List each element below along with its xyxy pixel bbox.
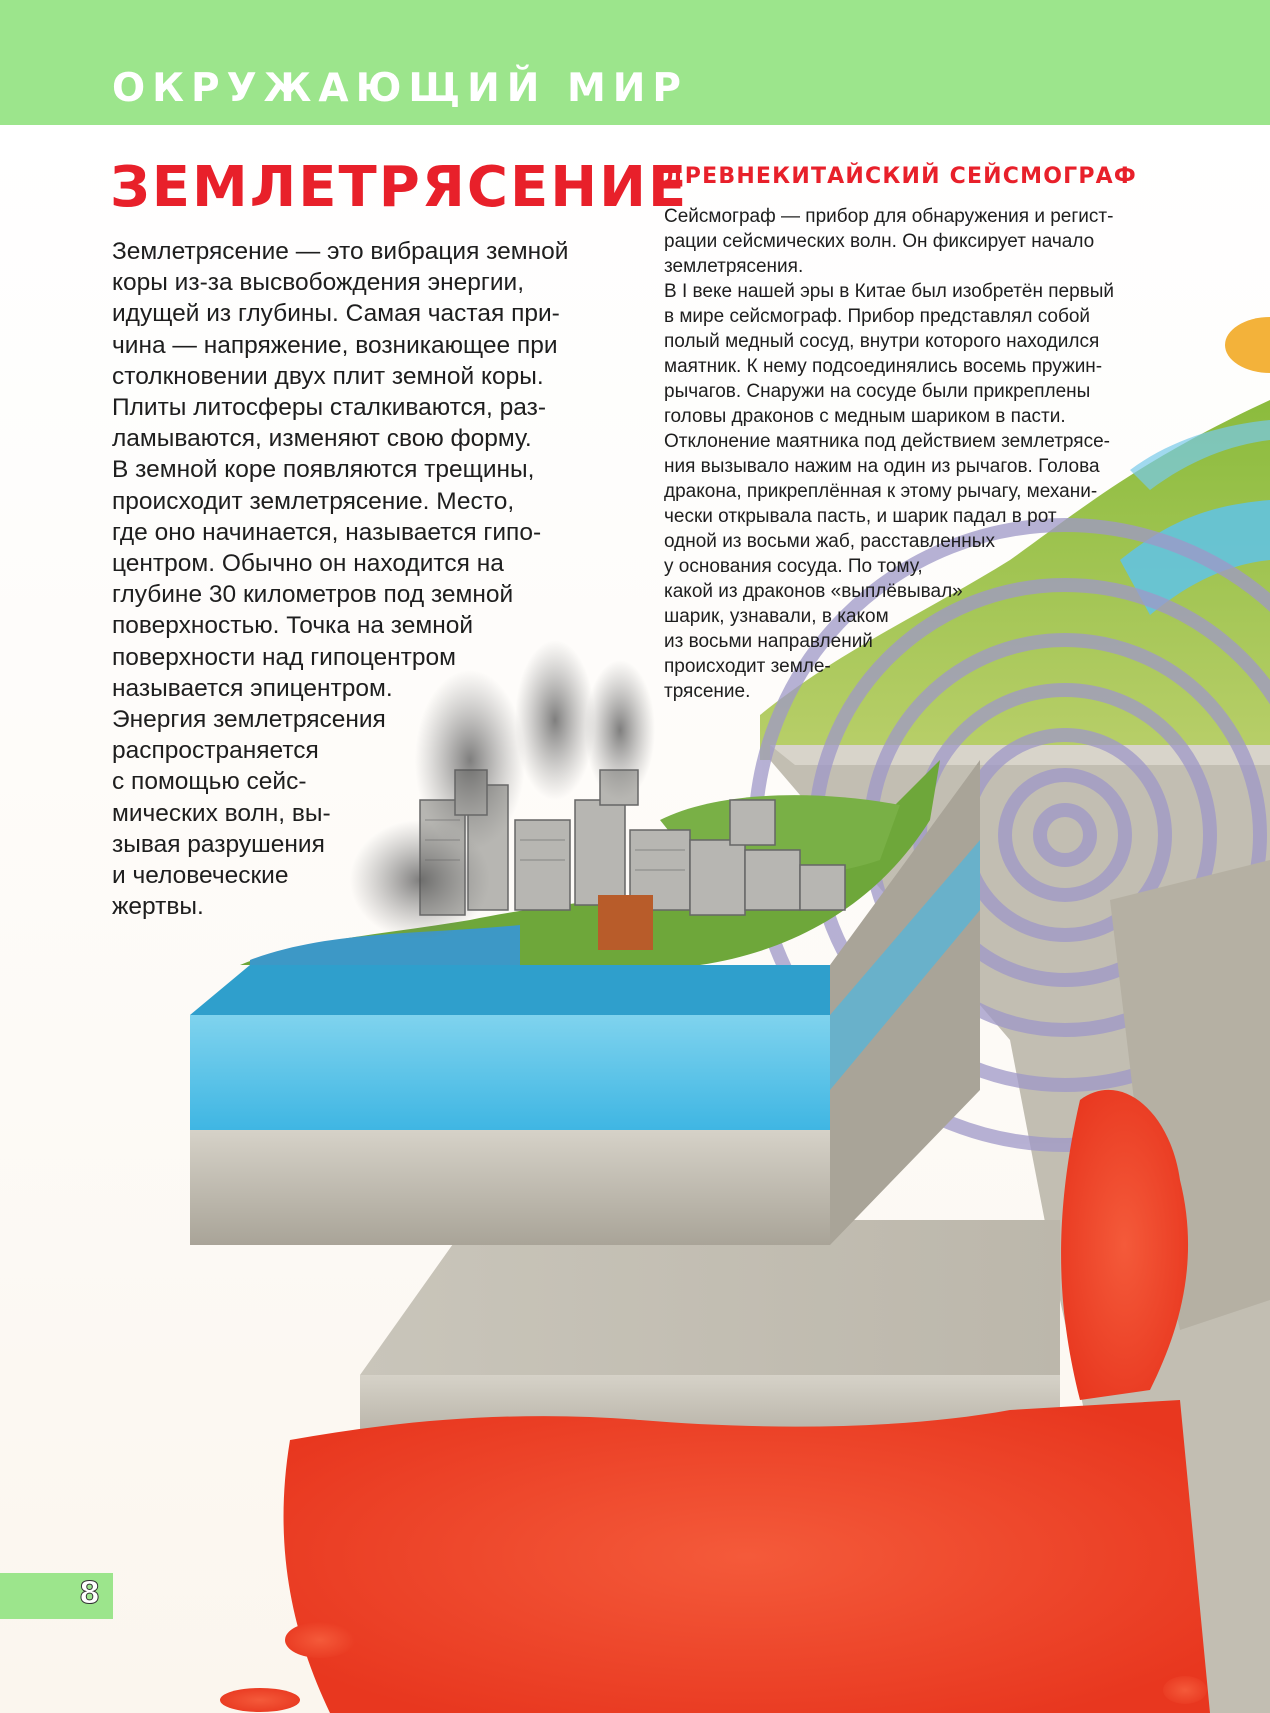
sidebar-line: из восьми направлений bbox=[664, 631, 873, 652]
sidebar-line: рычагов. Снаружи на сосуде были прикреплены bbox=[664, 381, 1091, 402]
sidebar-line: В I веке нашей эры в Китае был изобретён первый bbox=[664, 281, 1115, 302]
article-line: глубине 30 километров под земной bbox=[112, 581, 514, 609]
sidebar-line: полый медный сосуд, внутри которого находился bbox=[664, 331, 1100, 352]
sidebar-line: у основания сосуда. По тому, bbox=[664, 556, 923, 577]
sidebar-line: происходит земле- bbox=[664, 656, 831, 677]
sidebar-line: Отклонение маятника под действием землетрясе- bbox=[664, 431, 1110, 452]
article-line: с помощью сейс- bbox=[112, 768, 307, 796]
article-line: и человеческие bbox=[112, 862, 289, 890]
article-line: идущей из глубины. Самая частая при- bbox=[112, 300, 560, 328]
article-line: Плиты литосферы сталкиваются, раз- bbox=[112, 394, 547, 422]
sidebar-line: ния вызывало нажим на один из рычагов. Голова bbox=[664, 456, 1100, 477]
article-line: чина — напряжение, возникающее при bbox=[112, 331, 558, 359]
seismograph-partial bbox=[1225, 317, 1270, 373]
article-title: ЗЕМЛЕТРЯСЕНИЕ bbox=[110, 155, 689, 220]
article-body bbox=[112, 236, 612, 922]
article-line: называется эпицентром. bbox=[112, 674, 393, 702]
article-line: коры из-за высвобождения энергии, bbox=[112, 269, 525, 297]
article-line: ламываются, изменяют свою форму. bbox=[112, 425, 532, 453]
article-line: зывая разрушения bbox=[112, 830, 325, 858]
article-line: распространяется bbox=[112, 737, 319, 765]
article-line: центром. Обычно он находится на bbox=[112, 550, 504, 578]
article-line: жертвы. bbox=[112, 893, 204, 921]
article-line: где оно начинается, называется гипо- bbox=[112, 518, 542, 546]
sidebar-line: землетрясения. bbox=[664, 256, 804, 277]
sidebar-line: в мире сейсмограф. Прибор представлял собой bbox=[664, 306, 1091, 327]
sidebar-line: одной из восьми жаб, расставленных bbox=[664, 531, 995, 552]
section-title: ОКРУЖАЮЩИЙ МИР bbox=[112, 66, 688, 111]
article-line: мических волн, вы- bbox=[112, 799, 331, 827]
article-line: поверхности над гипоцентром bbox=[112, 643, 456, 671]
sidebar-line: трясение. bbox=[664, 681, 751, 702]
article-line: поверхностью. Точка на земной bbox=[112, 612, 474, 640]
sidebar-line: маятник. К нему подсоединялись восемь пружин- bbox=[664, 356, 1103, 377]
sidebar-body bbox=[664, 204, 1224, 704]
article-line: Энергия землетрясения bbox=[112, 706, 386, 734]
sidebar-line: шарик, узнавали, в каком bbox=[664, 606, 889, 627]
sidebar-line: чески открывала пасть, и шарик падал в рот bbox=[664, 506, 1057, 527]
sidebar-line: Сейсмограф — прибор для обнаружения и регист- bbox=[664, 206, 1114, 227]
sidebar-line: какой из драконов «выплёвывал» bbox=[664, 581, 963, 602]
article-line: происходит землетрясение. Место, bbox=[112, 487, 515, 515]
sidebar-line: головы драконов с медным шариком в пасти. bbox=[664, 406, 1066, 427]
sidebar-line: дракона, прикреплённая к этому рычагу, механи- bbox=[664, 481, 1098, 502]
article-line: столкновении двух плит земной коры. bbox=[112, 362, 544, 390]
article-line: Землетрясение — это вибрация земной bbox=[112, 238, 569, 265]
article-line: В земной коре появляются трещины, bbox=[112, 456, 535, 484]
sidebar-title: ДРЕВНЕКИТАЙСКИЙ СЕЙСМОГРАФ bbox=[664, 164, 1137, 189]
page-number: 8 bbox=[79, 1576, 100, 1611]
sidebar-line: рации сейсмических волн. Он фиксирует начало bbox=[664, 231, 1095, 252]
